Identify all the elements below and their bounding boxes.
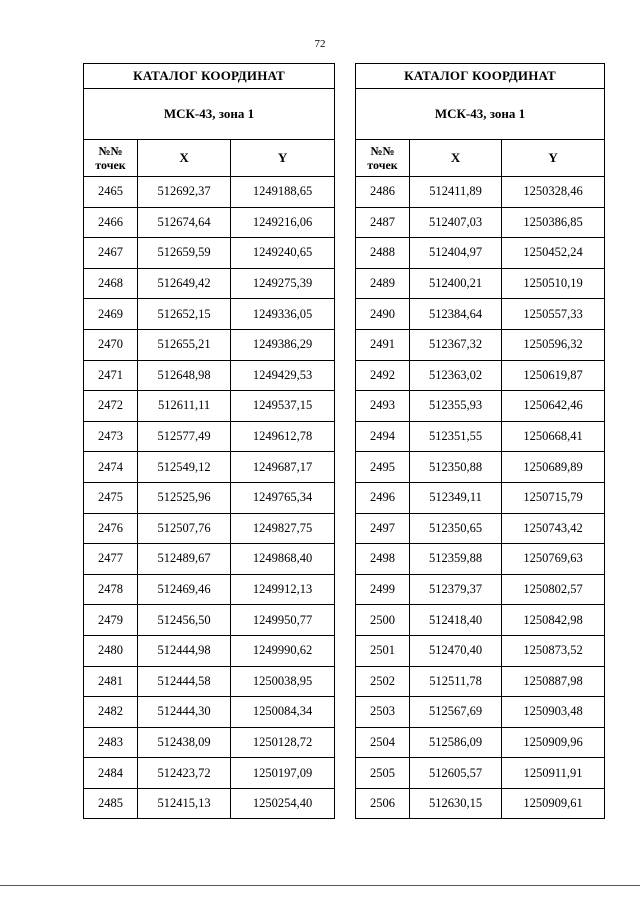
y-coordinate-cell: 1250619,87 [502, 360, 605, 391]
x-coordinate-cell: 512655,21 [138, 329, 231, 360]
table-row [84, 697, 335, 728]
x-coordinate-cell: 512507,76 [138, 513, 231, 544]
table-row [84, 544, 335, 575]
y-coordinate-cell: 1249216,06 [231, 207, 335, 238]
x-coordinate-cell: 512456,50 [138, 605, 231, 636]
header-num-line2: точек [367, 158, 398, 172]
table-row [356, 727, 605, 758]
point-number-cell: 2476 [84, 513, 138, 544]
header-num-line1: №№ [98, 144, 123, 158]
table-row [84, 207, 335, 238]
point-number-cell: 2466 [84, 207, 138, 238]
column-header-y: Y [231, 140, 335, 177]
catalog-body [84, 177, 335, 819]
y-coordinate-cell: 1250802,57 [502, 574, 605, 605]
y-coordinate-cell: 1250452,24 [502, 238, 605, 269]
x-coordinate-cell: 512367,32 [410, 329, 502, 360]
x-coordinate-cell: 512444,30 [138, 697, 231, 728]
point-number-cell: 2474 [84, 452, 138, 483]
x-coordinate-cell: 512470,40 [410, 635, 502, 666]
catalog-body [356, 177, 605, 819]
point-number-cell: 2496 [356, 482, 410, 513]
point-number-cell: 2488 [356, 238, 410, 269]
point-number-cell: 2495 [356, 452, 410, 483]
y-coordinate-cell: 1250510,19 [502, 268, 605, 299]
x-coordinate-cell: 512674,64 [138, 207, 231, 238]
x-coordinate-cell: 512407,03 [410, 207, 502, 238]
point-number-cell: 2469 [84, 299, 138, 330]
y-coordinate-cell: 1250911,91 [502, 758, 605, 789]
table-row [84, 513, 335, 544]
y-coordinate-cell: 1249275,39 [231, 268, 335, 299]
point-number-cell: 2473 [84, 421, 138, 452]
x-coordinate-cell: 512351,55 [410, 421, 502, 452]
header-num-line2: точек [95, 158, 126, 172]
x-coordinate-cell: 512649,42 [138, 268, 231, 299]
y-coordinate-cell: 1250197,09 [231, 758, 335, 789]
point-number-cell: 2478 [84, 574, 138, 605]
y-coordinate-cell: 1249912,13 [231, 574, 335, 605]
point-number-cell: 2491 [356, 329, 410, 360]
point-number-cell: 2487 [356, 207, 410, 238]
x-coordinate-cell: 512659,59 [138, 238, 231, 269]
table-row [84, 238, 335, 269]
y-coordinate-cell: 1250668,41 [502, 421, 605, 452]
page-number: 72 [314, 38, 326, 50]
column-header-point-number [356, 140, 410, 177]
table-row [356, 207, 605, 238]
point-number-cell: 2484 [84, 758, 138, 789]
y-coordinate-cell: 1250769,63 [502, 544, 605, 575]
y-coordinate-cell: 1249950,77 [231, 605, 335, 636]
catalog-title: КАТАЛОГ КООРДИНАТ [356, 64, 605, 89]
table-row [84, 666, 335, 697]
y-coordinate-cell: 1250642,46 [502, 391, 605, 422]
column-header-x: X [138, 140, 231, 177]
point-number-cell: 2502 [356, 666, 410, 697]
y-coordinate-cell: 1249386,29 [231, 329, 335, 360]
table-row [356, 544, 605, 575]
point-number-cell: 2470 [84, 329, 138, 360]
x-coordinate-cell: 512423,72 [138, 758, 231, 789]
y-coordinate-cell: 1250873,52 [502, 635, 605, 666]
table-row [356, 666, 605, 697]
table-row [84, 574, 335, 605]
table-row [84, 421, 335, 452]
table-row [84, 452, 335, 483]
coordinate-catalog-right [355, 63, 605, 819]
point-number-cell: 2483 [84, 727, 138, 758]
x-coordinate-cell: 512630,15 [410, 788, 502, 819]
y-coordinate-cell: 1249612,78 [231, 421, 335, 452]
table-row [356, 360, 605, 391]
table-row [84, 758, 335, 789]
table-row [356, 329, 605, 360]
table-row [84, 360, 335, 391]
table-row [356, 513, 605, 544]
point-number-cell: 2497 [356, 513, 410, 544]
table-row [84, 605, 335, 636]
point-number-cell: 2494 [356, 421, 410, 452]
x-coordinate-cell: 512511,78 [410, 666, 502, 697]
x-coordinate-cell: 512577,49 [138, 421, 231, 452]
point-number-cell: 2480 [84, 635, 138, 666]
point-number-cell: 2465 [84, 177, 138, 208]
catalog-title: КАТАЛОГ КООРДИНАТ [84, 64, 335, 89]
y-coordinate-cell: 1249827,75 [231, 513, 335, 544]
table-row [356, 421, 605, 452]
table-row [356, 635, 605, 666]
y-coordinate-cell: 1250084,34 [231, 697, 335, 728]
x-coordinate-cell: 512586,09 [410, 727, 502, 758]
y-coordinate-cell: 1250715,79 [502, 482, 605, 513]
y-coordinate-cell: 1250328,46 [502, 177, 605, 208]
table-row [84, 482, 335, 513]
x-coordinate-cell: 512384,64 [410, 299, 502, 330]
x-coordinate-cell: 512489,67 [138, 544, 231, 575]
x-coordinate-cell: 512415,13 [138, 788, 231, 819]
x-coordinate-cell: 512611,11 [138, 391, 231, 422]
table-row [356, 574, 605, 605]
x-coordinate-cell: 512363,02 [410, 360, 502, 391]
point-number-cell: 2472 [84, 391, 138, 422]
catalog-subtitle: МСК-43, зона 1 [84, 89, 335, 140]
x-coordinate-cell: 512648,98 [138, 360, 231, 391]
y-coordinate-cell: 1249687,17 [231, 452, 335, 483]
y-coordinate-cell: 1250743,42 [502, 513, 605, 544]
table-row [356, 697, 605, 728]
x-coordinate-cell: 512350,88 [410, 452, 502, 483]
point-number-cell: 2477 [84, 544, 138, 575]
y-coordinate-cell: 1249868,40 [231, 544, 335, 575]
table-row [356, 482, 605, 513]
y-coordinate-cell: 1250254,40 [231, 788, 335, 819]
table-row [356, 605, 605, 636]
table-row [84, 727, 335, 758]
table-row [84, 635, 335, 666]
y-coordinate-cell: 1250689,89 [502, 452, 605, 483]
x-coordinate-cell: 512418,40 [410, 605, 502, 636]
y-coordinate-cell: 1250887,98 [502, 666, 605, 697]
x-coordinate-cell: 512350,65 [410, 513, 502, 544]
x-coordinate-cell: 512355,93 [410, 391, 502, 422]
y-coordinate-cell: 1249765,34 [231, 482, 335, 513]
point-number-cell: 2503 [356, 697, 410, 728]
y-coordinate-cell: 1249990,62 [231, 635, 335, 666]
coordinate-catalog-left [83, 63, 335, 819]
point-number-cell: 2499 [356, 574, 410, 605]
point-number-cell: 2475 [84, 482, 138, 513]
point-number-cell: 2493 [356, 391, 410, 422]
x-coordinate-cell: 512605,57 [410, 758, 502, 789]
table-row [356, 452, 605, 483]
point-number-cell: 2492 [356, 360, 410, 391]
point-number-cell: 2479 [84, 605, 138, 636]
point-number-cell: 2471 [84, 360, 138, 391]
point-number-cell: 2490 [356, 299, 410, 330]
table-row [356, 268, 605, 299]
table-row [356, 391, 605, 422]
x-coordinate-cell: 512411,89 [410, 177, 502, 208]
x-coordinate-cell: 512404,97 [410, 238, 502, 269]
y-coordinate-cell: 1250386,85 [502, 207, 605, 238]
point-number-cell: 2504 [356, 727, 410, 758]
y-coordinate-cell: 1249240,65 [231, 238, 335, 269]
x-coordinate-cell: 512349,11 [410, 482, 502, 513]
x-coordinate-cell: 512567,69 [410, 697, 502, 728]
y-coordinate-cell: 1250909,61 [502, 788, 605, 819]
y-coordinate-cell: 1250128,72 [231, 727, 335, 758]
point-number-cell: 2468 [84, 268, 138, 299]
x-coordinate-cell: 512438,09 [138, 727, 231, 758]
x-coordinate-cell: 512400,21 [410, 268, 502, 299]
point-number-cell: 2486 [356, 177, 410, 208]
point-number-cell: 2500 [356, 605, 410, 636]
x-coordinate-cell: 512469,46 [138, 574, 231, 605]
column-header-x: X [410, 140, 502, 177]
page-bottom-rule [0, 885, 640, 886]
table-row [356, 788, 605, 819]
point-number-cell: 2498 [356, 544, 410, 575]
header-num-line1: №№ [370, 144, 395, 158]
x-coordinate-cell: 512692,37 [138, 177, 231, 208]
x-coordinate-cell: 512549,12 [138, 452, 231, 483]
table-row [356, 758, 605, 789]
column-header-point-number [84, 140, 138, 177]
table-row [84, 788, 335, 819]
x-coordinate-cell: 512379,37 [410, 574, 502, 605]
y-coordinate-cell: 1250903,48 [502, 697, 605, 728]
point-number-cell: 2505 [356, 758, 410, 789]
table-row [84, 268, 335, 299]
x-coordinate-cell: 512444,98 [138, 635, 231, 666]
x-coordinate-cell: 512525,96 [138, 482, 231, 513]
x-coordinate-cell: 512359,88 [410, 544, 502, 575]
table-row [356, 299, 605, 330]
table-row [356, 238, 605, 269]
point-number-cell: 2482 [84, 697, 138, 728]
y-coordinate-cell: 1250596,32 [502, 329, 605, 360]
y-coordinate-cell: 1249336,05 [231, 299, 335, 330]
point-number-cell: 2506 [356, 788, 410, 819]
table-row [356, 177, 605, 208]
y-coordinate-cell: 1250842,98 [502, 605, 605, 636]
y-coordinate-cell: 1250557,33 [502, 299, 605, 330]
table-row [84, 329, 335, 360]
column-header-y: Y [502, 140, 605, 177]
point-number-cell: 2481 [84, 666, 138, 697]
y-coordinate-cell: 1249537,15 [231, 391, 335, 422]
x-coordinate-cell: 512444,58 [138, 666, 231, 697]
y-coordinate-cell: 1250038,95 [231, 666, 335, 697]
table-row [84, 299, 335, 330]
point-number-cell: 2485 [84, 788, 138, 819]
point-number-cell: 2467 [84, 238, 138, 269]
point-number-cell: 2489 [356, 268, 410, 299]
catalog-subtitle: МСК-43, зона 1 [356, 89, 605, 140]
point-number-cell: 2501 [356, 635, 410, 666]
y-coordinate-cell: 1250909,96 [502, 727, 605, 758]
x-coordinate-cell: 512652,15 [138, 299, 231, 330]
table-row [84, 177, 335, 208]
table-row [84, 391, 335, 422]
y-coordinate-cell: 1249429,53 [231, 360, 335, 391]
y-coordinate-cell: 1249188,65 [231, 177, 335, 208]
